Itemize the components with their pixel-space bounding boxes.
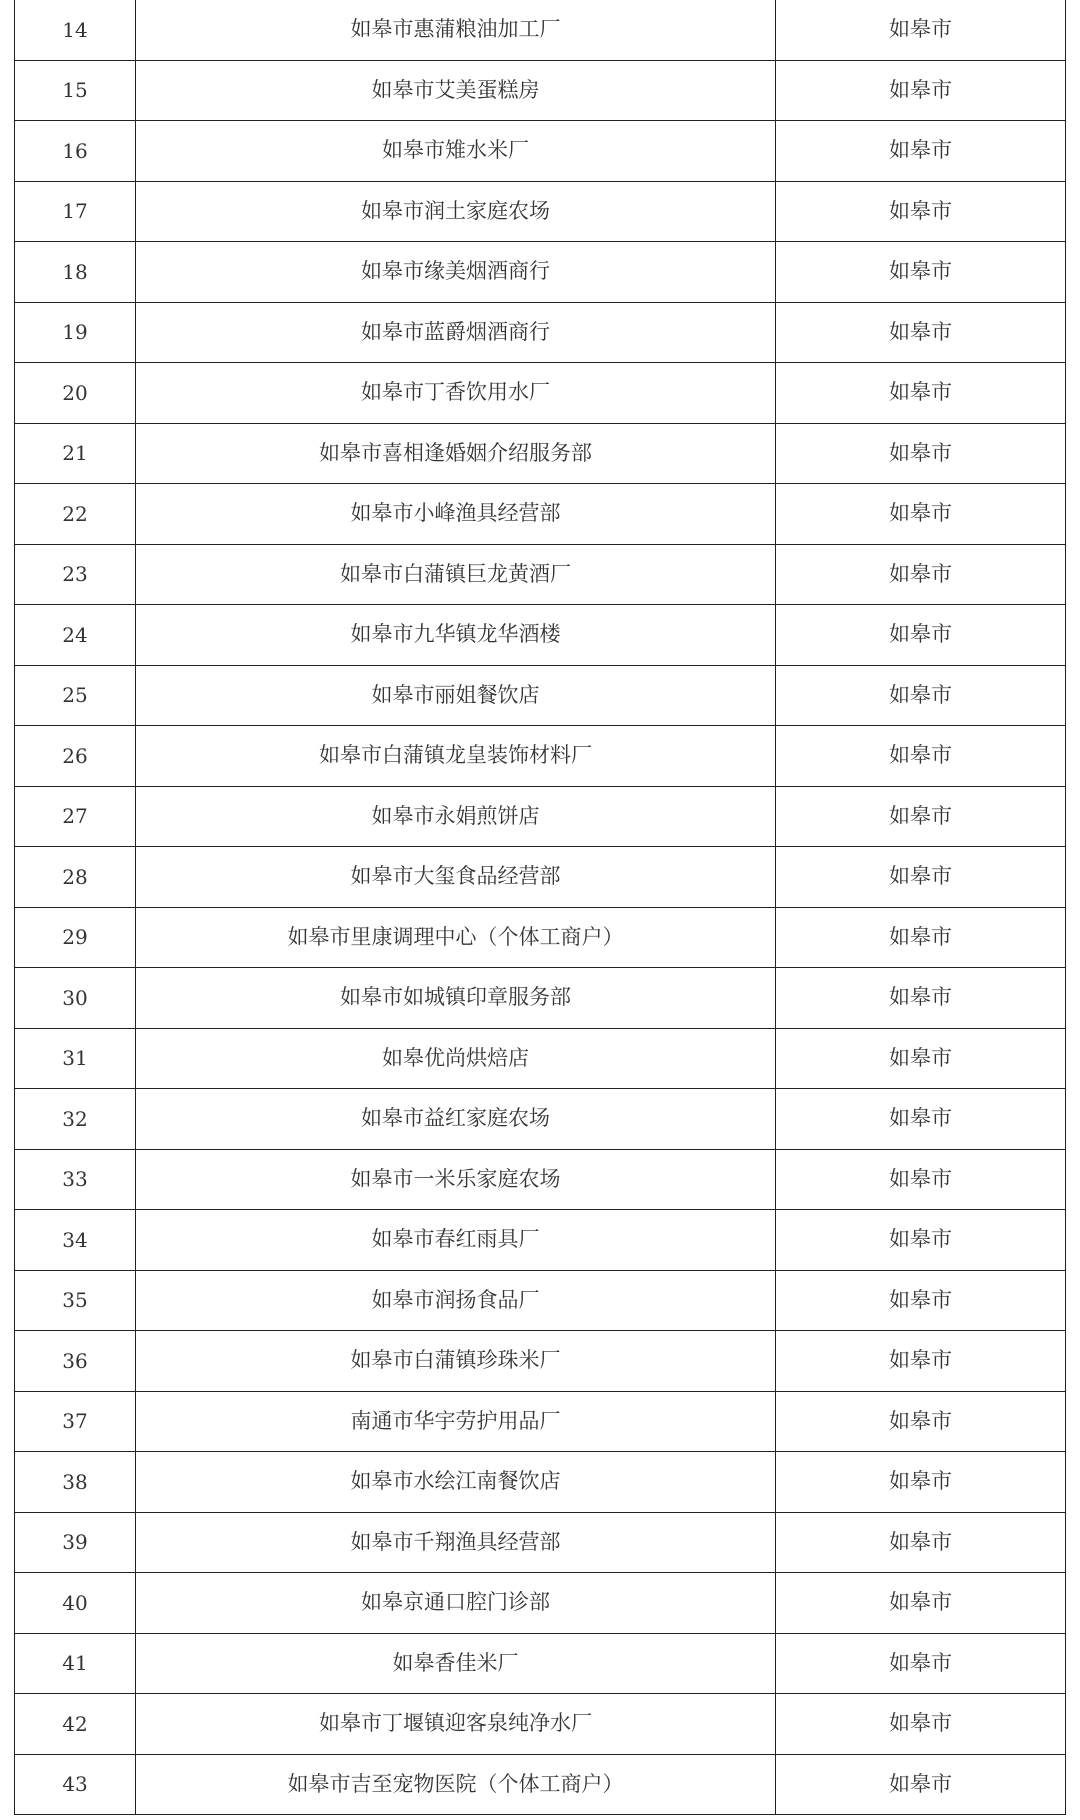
row-number-cell: 37 — [15, 1391, 136, 1452]
region-cell: 如皋市 — [776, 302, 1066, 363]
row-number-cell: 40 — [15, 1573, 136, 1634]
region-cell: 如皋市 — [776, 1573, 1066, 1634]
table-row — [15, 1028, 1066, 1089]
row-number-cell: 43 — [15, 1754, 136, 1815]
business-name-cell: 如皋市丽姐餐饮店 — [136, 665, 776, 726]
table-row — [15, 847, 1066, 908]
business-name-cell: 如皋市润土家庭农场 — [136, 181, 776, 242]
region-cell: 如皋市 — [776, 968, 1066, 1029]
region-cell: 如皋市 — [776, 786, 1066, 847]
table-row — [15, 1210, 1066, 1271]
row-number-cell: 41 — [15, 1633, 136, 1694]
row-number-cell: 38 — [15, 1452, 136, 1513]
row-number-cell: 18 — [15, 242, 136, 303]
table-row — [15, 786, 1066, 847]
table-body — [15, 0, 1066, 1815]
business-name-cell: 如皋市永娟煎饼店 — [136, 786, 776, 847]
region-cell: 如皋市 — [776, 1391, 1066, 1452]
row-number-cell: 19 — [15, 302, 136, 363]
region-cell: 如皋市 — [776, 1694, 1066, 1755]
business-name-cell: 如皋市蓝爵烟酒商行 — [136, 302, 776, 363]
business-name-cell: 如皋香佳米厂 — [136, 1633, 776, 1694]
business-name-cell: 如皋市春红雨具厂 — [136, 1210, 776, 1271]
business-name-cell: 如皋市白蒲镇巨龙黄酒厂 — [136, 544, 776, 605]
business-name-cell: 如皋优尚烘焙店 — [136, 1028, 776, 1089]
region-cell: 如皋市 — [776, 1270, 1066, 1331]
row-number-cell: 26 — [15, 726, 136, 787]
table-row — [15, 423, 1066, 484]
region-cell: 如皋市 — [776, 423, 1066, 484]
row-number-cell: 30 — [15, 968, 136, 1029]
table-row — [15, 302, 1066, 363]
table-row — [15, 1512, 1066, 1573]
business-name-cell: 如皋市白蒲镇珍珠米厂 — [136, 1331, 776, 1392]
business-name-cell: 如皋市缘美烟酒商行 — [136, 242, 776, 303]
row-number-cell: 33 — [15, 1149, 136, 1210]
table-row — [15, 1089, 1066, 1150]
table-row — [15, 1694, 1066, 1755]
region-cell: 如皋市 — [776, 1452, 1066, 1513]
business-name-cell: 如皋市丁堰镇迎客泉纯净水厂 — [136, 1694, 776, 1755]
table-row — [15, 544, 1066, 605]
business-name-cell: 如皋市艾美蛋糕房 — [136, 60, 776, 121]
table-row — [15, 968, 1066, 1029]
business-name-cell: 如皋市一米乐家庭农场 — [136, 1149, 776, 1210]
row-number-cell: 27 — [15, 786, 136, 847]
table-row — [15, 907, 1066, 968]
row-number-cell: 28 — [15, 847, 136, 908]
table-row — [15, 1149, 1066, 1210]
region-cell: 如皋市 — [776, 1512, 1066, 1573]
region-cell: 如皋市 — [776, 0, 1066, 60]
business-name-cell: 如皋市水绘江南餐饮店 — [136, 1452, 776, 1513]
table-row — [15, 181, 1066, 242]
region-cell: 如皋市 — [776, 1331, 1066, 1392]
region-cell: 如皋市 — [776, 242, 1066, 303]
region-cell: 如皋市 — [776, 121, 1066, 182]
region-cell: 如皋市 — [776, 60, 1066, 121]
row-number-cell: 35 — [15, 1270, 136, 1331]
region-cell: 如皋市 — [776, 1633, 1066, 1694]
business-name-cell: 如皋市丁香饮用水厂 — [136, 363, 776, 424]
business-name-cell: 如皋市小峰渔具经营部 — [136, 484, 776, 545]
table-row — [15, 1633, 1066, 1694]
table-row — [15, 121, 1066, 182]
business-name-cell: 如皋京通口腔门诊部 — [136, 1573, 776, 1634]
business-name-cell: 如皋市惠蒲粮油加工厂 — [136, 0, 776, 60]
business-name-cell: 如皋市里康调理中心（个体工商户） — [136, 907, 776, 968]
region-cell: 如皋市 — [776, 1210, 1066, 1271]
table-row — [15, 1452, 1066, 1513]
row-number-cell: 17 — [15, 181, 136, 242]
region-cell: 如皋市 — [776, 181, 1066, 242]
row-number-cell: 22 — [15, 484, 136, 545]
region-cell: 如皋市 — [776, 484, 1066, 545]
table-row — [15, 0, 1066, 60]
region-cell: 如皋市 — [776, 726, 1066, 787]
row-number-cell: 29 — [15, 907, 136, 968]
row-number-cell: 24 — [15, 605, 136, 666]
business-name-cell: 如皋市大玺食品经营部 — [136, 847, 776, 908]
table-row — [15, 363, 1066, 424]
row-number-cell: 25 — [15, 665, 136, 726]
region-cell: 如皋市 — [776, 605, 1066, 666]
region-cell: 如皋市 — [776, 544, 1066, 605]
row-number-cell: 31 — [15, 1028, 136, 1089]
row-number-cell: 21 — [15, 423, 136, 484]
row-number-cell: 15 — [15, 60, 136, 121]
region-cell: 如皋市 — [776, 363, 1066, 424]
region-cell: 如皋市 — [776, 1028, 1066, 1089]
row-number-cell: 34 — [15, 1210, 136, 1271]
row-number-cell: 20 — [15, 363, 136, 424]
region-cell: 如皋市 — [776, 1754, 1066, 1815]
business-name-cell: 如皋市千翔渔具经营部 — [136, 1512, 776, 1573]
row-number-cell: 36 — [15, 1331, 136, 1392]
table-row — [15, 1331, 1066, 1392]
business-name-cell: 如皋市如城镇印章服务部 — [136, 968, 776, 1029]
row-number-cell: 16 — [15, 121, 136, 182]
row-number-cell: 39 — [15, 1512, 136, 1573]
business-name-cell: 如皋市九华镇龙华酒楼 — [136, 605, 776, 666]
business-name-cell: 如皋市润扬食品厂 — [136, 1270, 776, 1331]
region-cell: 如皋市 — [776, 665, 1066, 726]
region-cell: 如皋市 — [776, 847, 1066, 908]
business-name-cell: 如皋市雉水米厂 — [136, 121, 776, 182]
table-row — [15, 1754, 1066, 1815]
table-row — [15, 1391, 1066, 1452]
table-row — [15, 60, 1066, 121]
business-name-cell: 如皋市吉至宠物医院（个体工商户） — [136, 1754, 776, 1815]
region-cell: 如皋市 — [776, 1149, 1066, 1210]
region-cell: 如皋市 — [776, 907, 1066, 968]
business-list-table-container — [14, 0, 1065, 1815]
table-row — [15, 1270, 1066, 1331]
business-list-table — [14, 0, 1066, 1815]
business-name-cell: 如皋市白蒲镇龙皇装饰材料厂 — [136, 726, 776, 787]
table-row — [15, 484, 1066, 545]
business-name-cell: 南通市华宇劳护用品厂 — [136, 1391, 776, 1452]
row-number-cell: 32 — [15, 1089, 136, 1150]
table-row — [15, 605, 1066, 666]
table-row — [15, 665, 1066, 726]
row-number-cell: 23 — [15, 544, 136, 605]
table-row — [15, 726, 1066, 787]
region-cell: 如皋市 — [776, 1089, 1066, 1150]
table-row — [15, 242, 1066, 303]
table-row — [15, 1573, 1066, 1634]
business-name-cell: 如皋市喜相逢婚姻介绍服务部 — [136, 423, 776, 484]
row-number-cell: 42 — [15, 1694, 136, 1755]
row-number-cell: 14 — [15, 0, 136, 60]
business-name-cell: 如皋市益红家庭农场 — [136, 1089, 776, 1150]
